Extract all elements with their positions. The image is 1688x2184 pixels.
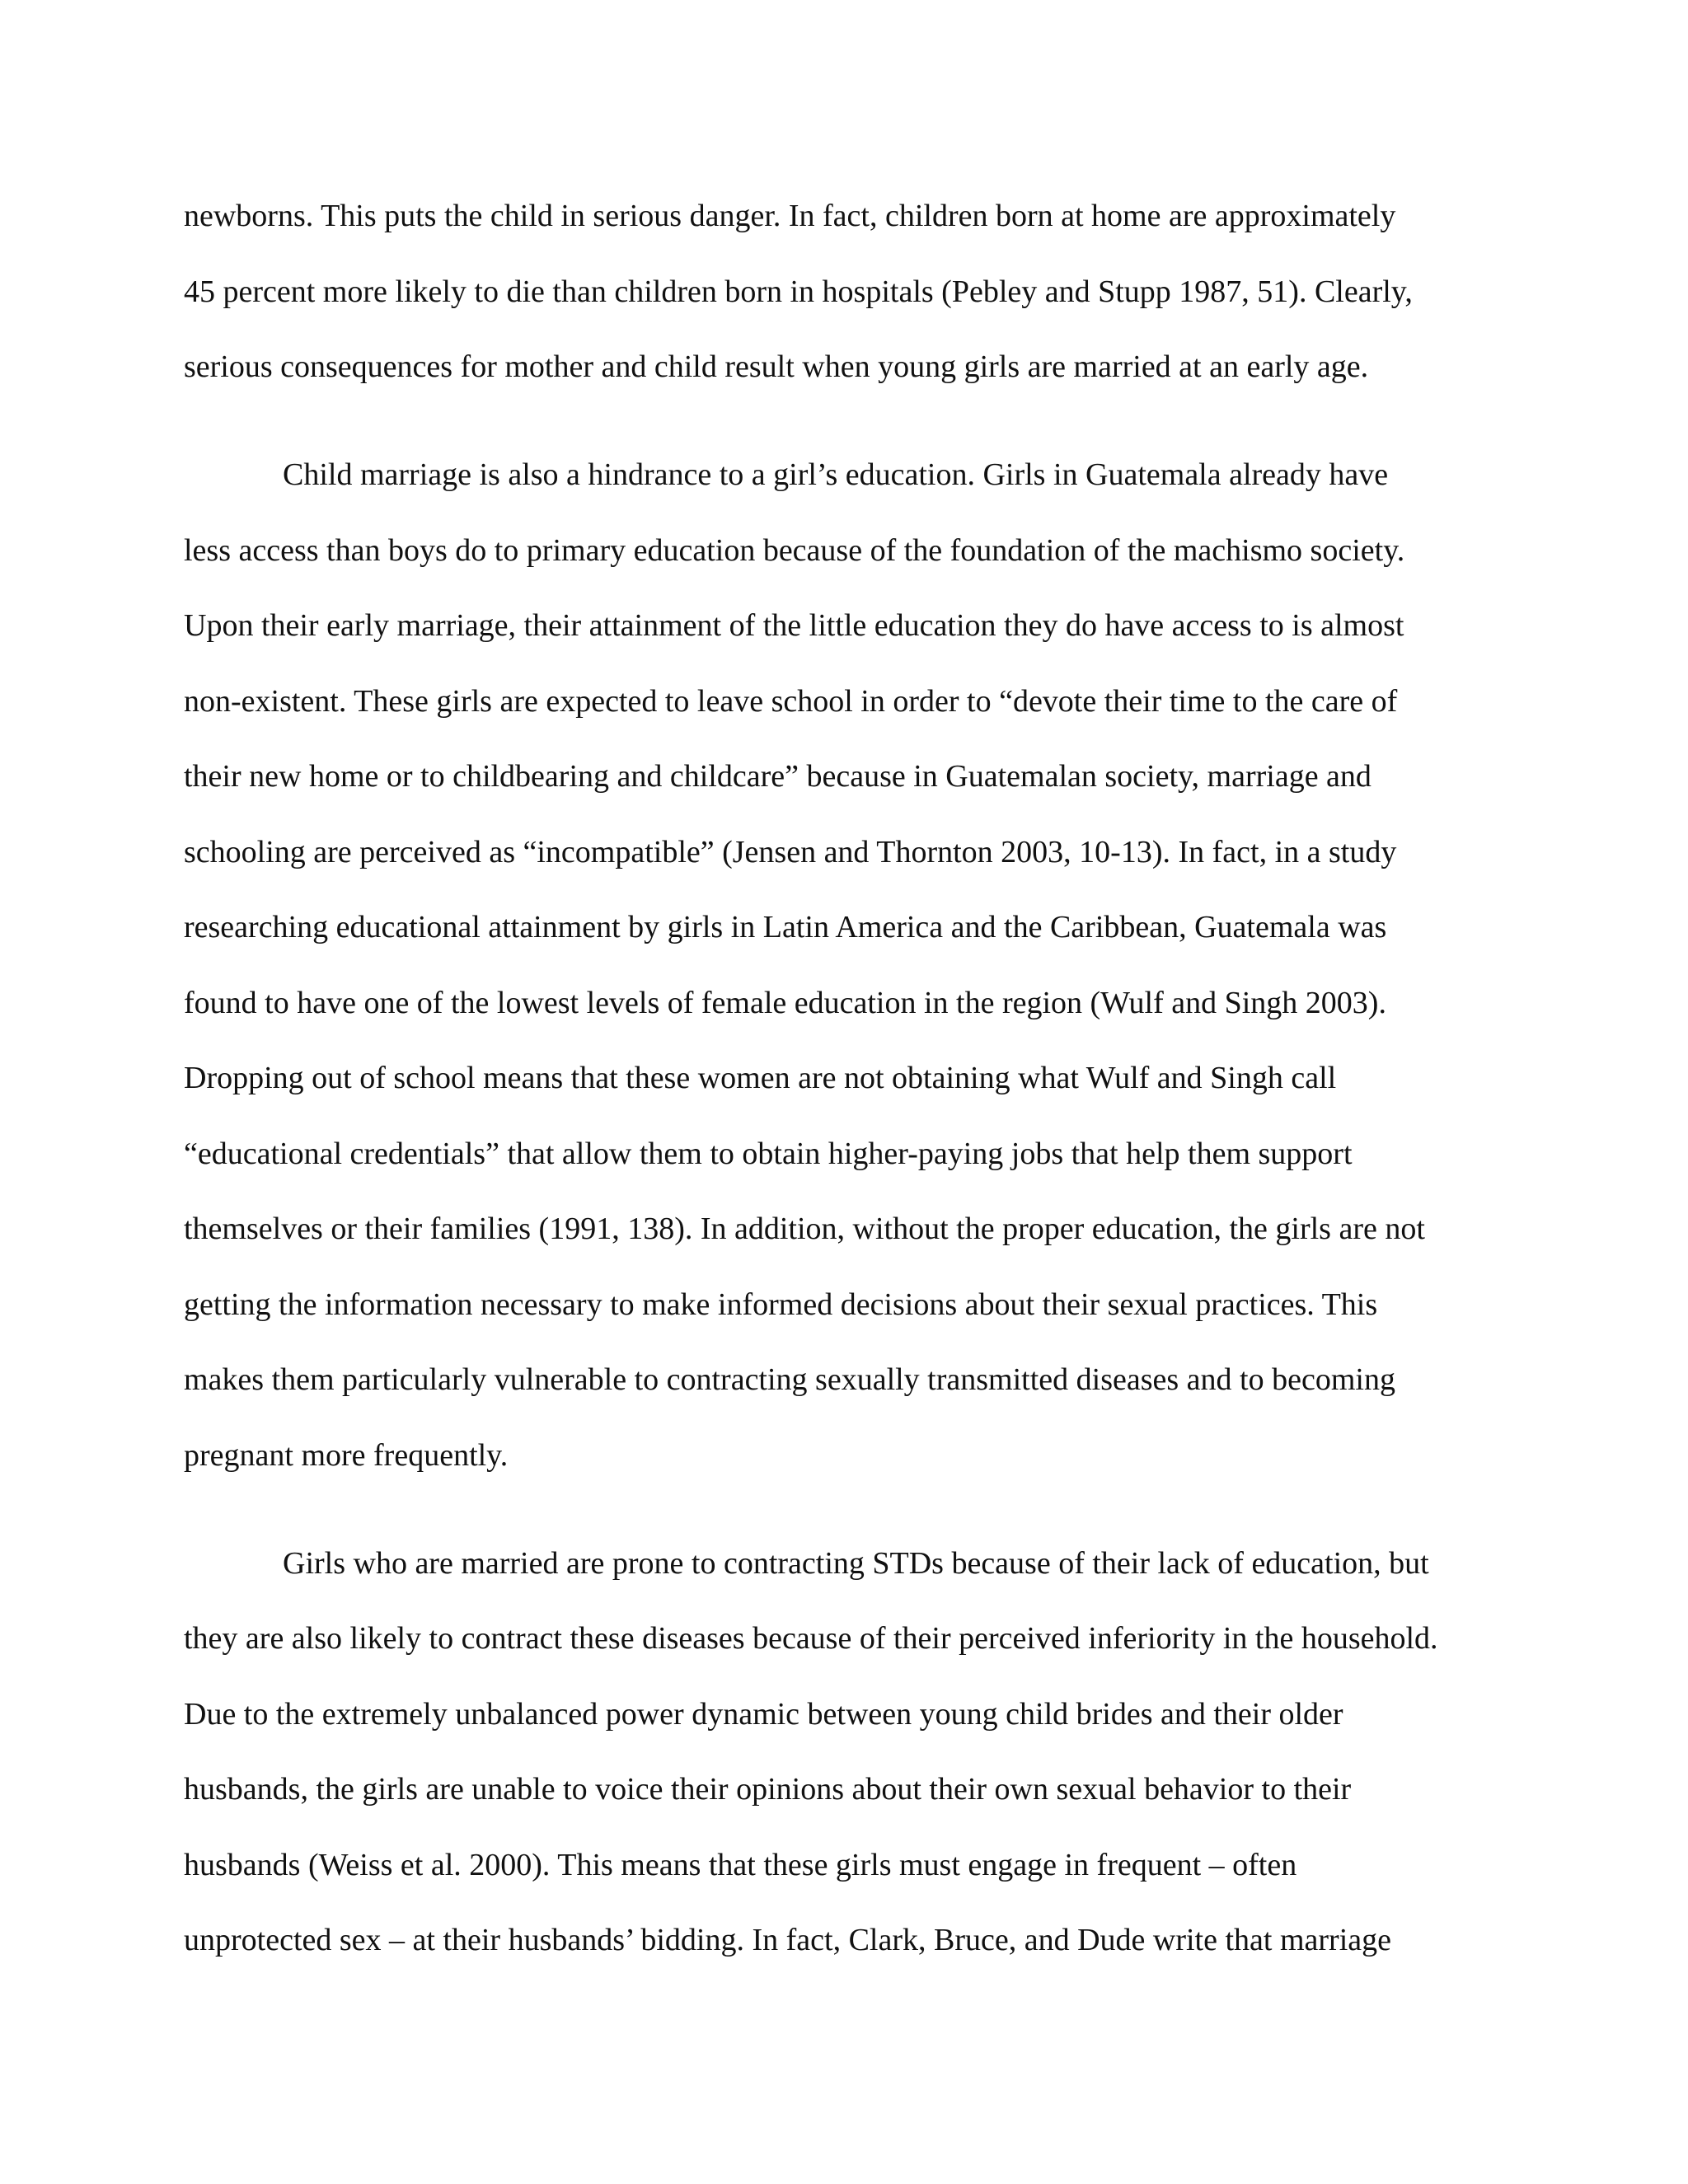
text-line: Upon their early marriage, their attainment of the little education they do have access to is almost: [184, 608, 1404, 643]
text-line: husbands, the girls are unable to voice their opinions about their own sexual behavior to their: [184, 1772, 1352, 1807]
text-line: “educational credentials” that allow them to obtain higher-paying jobs that help them support: [184, 1136, 1353, 1171]
text-line: serious consequences for mother and child result when young girls are married at an early age.: [184, 349, 1369, 384]
paragraph-first-line: Girls who are married are prone to contracting STDs because of their lack of education, but: [283, 1545, 1429, 1581]
text-line: Dropping out of school means that these women are not obtaining what Wulf and Singh call: [184, 1061, 1337, 1095]
text-line: researching educational attainment by girls in Latin America and the Caribbean, Guatemala was: [184, 910, 1387, 944]
text-line: schooling are perceived as “incompatible” (Jensen and Thornton 2003, 10-13). In fact, in a study: [184, 834, 1397, 869]
text-line: newborns. This puts the child in serious danger. In fact, children born at home are approximately: [184, 199, 1396, 233]
text-line: pregnant more frequently.: [184, 1437, 509, 1473]
text-line: unprotected sex – at their husbands’ bidding. In fact, Clark, Bruce, and Dude write that marriage: [184, 1923, 1391, 1957]
text-line: Due to the extremely unbalanced power dynamic between young child brides and their older: [184, 1696, 1343, 1732]
body-text: [184, 191, 1519, 1991]
text-line: husbands (Weiss et al. 2000). This means that these girls must engage in frequent – often: [184, 1847, 1297, 1882]
text-line: found to have one of the lowest levels of female education in the region (Wulf and Singh 2003).: [184, 985, 1386, 1020]
text-line: non-existent. These girls are expected to leave school in order to “devote their time to the care of: [184, 683, 1398, 719]
text-line: they are also likely to contract these diseases because of their perceived inferiority in the household.: [184, 1621, 1438, 1656]
text-line: their new home or to childbearing and childcare” because in Guatemalan society, marriage and: [184, 759, 1372, 794]
text-line: less access than boys do to primary education because of the foundation of the machismo society.: [184, 532, 1405, 568]
text-line: getting the information necessary to make informed decisions about their sexual practices. This: [184, 1286, 1378, 1322]
text-line: 45 percent more likely to die than children born in hospitals (Pebley and Stupp 1987, 51). Clearly,: [184, 274, 1413, 309]
text-line: makes them particularly vulnerable to contracting sexually transmitted diseases and to becoming: [184, 1362, 1395, 1397]
text-line: themselves or their families (1991, 138). In addition, without the proper education, the girls are not: [184, 1212, 1425, 1246]
paragraph-first-line: Child marriage is also a hindrance to a girl’s education. Girls in Guatemala already have: [283, 457, 1389, 492]
